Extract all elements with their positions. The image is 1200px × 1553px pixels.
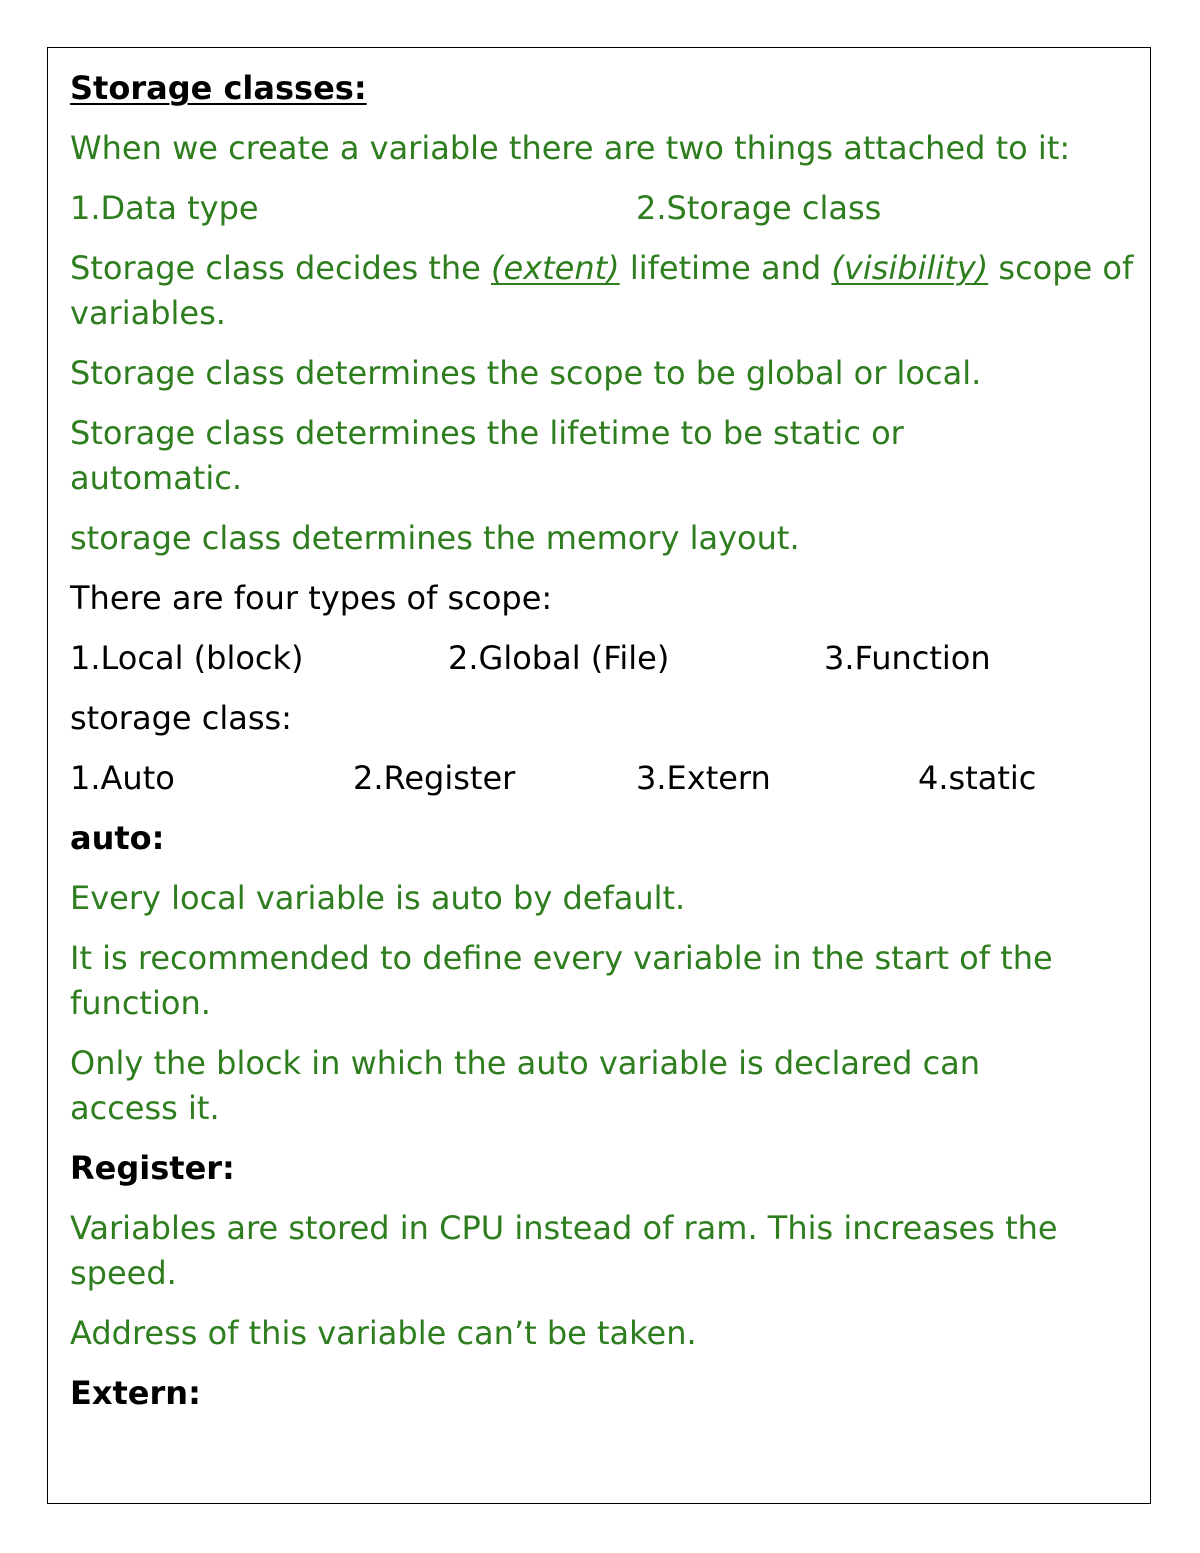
scope-type-global: 2.Global (File): [448, 639, 670, 677]
attached-items-row: [70, 186, 1140, 231]
scope-type-local: 1.Local (block): [70, 639, 304, 677]
storage-class-extern: 3.Extern: [636, 759, 771, 797]
storage-classes-row: [70, 756, 1140, 801]
lifetime-paragraph: Storage class determines the lifetime to be static or automatic.: [70, 414, 904, 497]
storage-class-register: 2.Register: [353, 759, 516, 797]
decides-paragraph: [70, 246, 1140, 336]
storage-class-static: 4.static: [918, 759, 1037, 797]
decides-text-2: lifetime and: [619, 249, 832, 287]
page-title: Storage classes:: [70, 69, 367, 107]
storage-class-auto: 1.Auto: [70, 759, 175, 797]
scope-type-function: 3.Function: [824, 639, 991, 677]
intro-paragraph: When we create a variable there are two things attached to it:: [70, 129, 1071, 167]
attached-item-data-type: 1.Data type: [70, 189, 259, 227]
extent-term: (extent): [491, 249, 620, 287]
auto-heading: auto:: [70, 819, 165, 857]
storage-class-heading: storage class:: [70, 699, 292, 737]
register-line-1: Variables are stored in CPU instead of ram. This increases the speed.: [70, 1209, 1058, 1292]
scope-paragraph: Storage class determines the scope to be global or local.: [70, 354, 982, 392]
auto-line-1: Every local variable is auto by default.: [70, 879, 686, 917]
decides-text-1: Storage class decides the: [70, 249, 491, 287]
extern-heading: Extern:: [70, 1374, 201, 1412]
auto-line-3: Only the block in which the auto variable is declared can access it.: [70, 1044, 981, 1127]
decides-text-3: scope of variables.: [70, 249, 1134, 332]
document-body: [70, 66, 1140, 1431]
auto-line-2: It is recommended to define every variable in the start of the function.: [70, 939, 1053, 1022]
register-heading: Register:: [70, 1149, 235, 1187]
scope-types-heading: There are four types of scope:: [70, 579, 553, 617]
scope-types-row: [70, 636, 1140, 681]
memory-paragraph: storage class determines the memory layout.: [70, 519, 800, 557]
visibility-term: (visibility): [831, 249, 989, 287]
register-line-2: Address of this variable can’t be taken.: [70, 1314, 697, 1352]
attached-item-storage-class: 2.Storage class: [636, 189, 882, 227]
